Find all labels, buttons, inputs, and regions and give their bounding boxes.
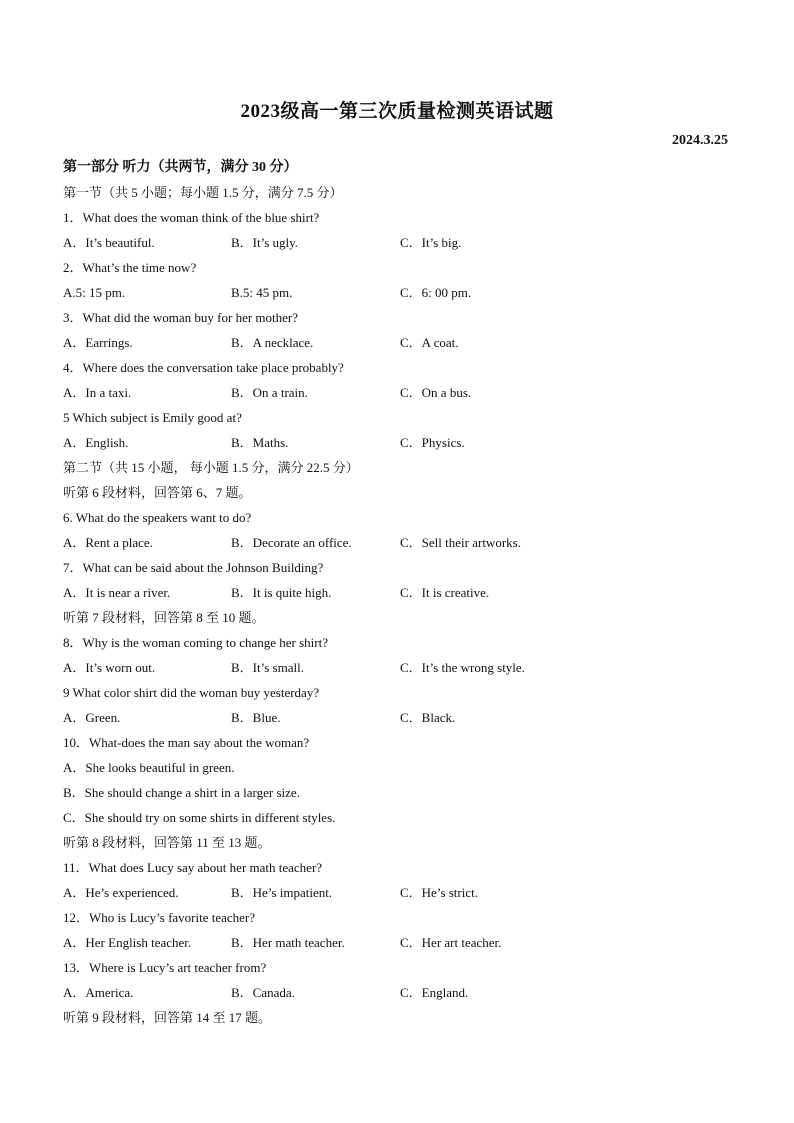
answer-option: C．Sell their artworks. [400,535,521,550]
answer-option: B．He’s impatient. [231,885,333,900]
answer-option: A．It’s worn out. [63,660,156,675]
text-line: 听第 8 段材料，回答第 11 至 13 题。 [63,835,271,850]
answer-options-row [63,880,743,905]
exam-date: 2024.3.25 [672,133,728,148]
question-list [63,155,743,1030]
answer-option: C．It’s big. [400,235,462,250]
answer-options-row [63,230,743,255]
text-line: 听第 6 段材料，回答第 6、7 题。 [63,485,252,500]
answer-option: C．England. [400,985,469,1000]
text-line: B．She should change a shirt in a larger size. [63,785,300,800]
text-line: 听第 9 段材料，回答第 14 至 17 题。 [63,1010,272,1025]
text-line: 6. What do the speakers want to do? [63,510,252,525]
answer-option: B．Maths. [231,435,289,450]
answer-option: A．He’s experienced. [63,885,179,900]
answer-option: B．Canada. [231,985,295,1000]
answer-options-row [63,430,743,455]
answer-option: A．It’s beautiful. [63,235,155,250]
answer-option: A．It is near a river. [63,585,171,600]
answer-option: B．It’s small. [231,660,304,675]
answer-option: B．It’s ugly. [231,235,299,250]
page-title: 2023级高一第三次质量检测英语试题 [240,101,554,122]
text-line: 第一节（共 5 小题；每小题 1.5 分，满分 7.5 分） [63,185,343,200]
text-line: 10．What-does the man say about the woman? [63,735,310,750]
answer-option: A．In a taxi. [63,385,132,400]
text-line: 12．Who is Lucy’s favorite teacher? [63,910,256,925]
text-line: C．She should try on some shirts in different styles. [63,810,336,825]
text-line: 1．What does the woman think of the blue shirt? [63,210,320,225]
answer-option: B．On a train. [231,385,308,400]
answer-option: B.5: 45 pm. [231,285,293,300]
answer-option: C．A coat. [400,335,459,350]
answer-options-row [63,330,743,355]
answer-option: B．Her math teacher. [231,935,345,950]
answer-option: C．It is creative. [400,585,490,600]
text-line: 2．What’s the time now? [63,260,197,275]
text-line: A．She looks beautiful in green. [63,760,235,775]
text-line: 11．What does Lucy say about her math teacher? [63,860,323,875]
answer-options-row [63,705,743,730]
answer-option: B．Decorate an office. [231,535,352,550]
answer-option: A．Earrings. [63,335,133,350]
text-line: 4．Where does the conversation take place probably? [63,360,344,375]
answer-option: B．It is quite high. [231,585,332,600]
text-line: 8．Why is the woman coming to change her shirt? [63,635,328,650]
answer-options-row [63,580,743,605]
text-line: 13．Where is Lucy’s art teacher from? [63,960,267,975]
answer-option: C．It’s the wrong style. [400,660,525,675]
answer-option: B．Blue. [231,710,281,725]
answer-options-row [63,930,743,955]
answer-option: A.5: 15 pm. [63,285,126,300]
section-heading: 第一部分 听力（共两节，满分 30 分） [63,160,298,175]
answer-option: C．Black. [400,710,456,725]
answer-options-row [63,655,743,680]
answer-option: A．Rent a place. [63,535,153,550]
answer-options-row [63,280,743,305]
text-line: 7．What can be said about the Johnson Building? [63,560,324,575]
answer-option: C．He’s strict. [400,885,478,900]
answer-options-row [63,380,743,405]
answer-option: A．Her English teacher. [63,935,192,950]
answer-option: A．English. [63,435,129,450]
answer-option: C．6: 00 pm. [400,285,472,300]
text-line: 3．What did the woman buy for her mother? [63,310,299,325]
answer-option: B．A necklace. [231,335,314,350]
answer-option: C．Her art teacher. [400,935,502,950]
answer-option: A．America. [63,985,134,1000]
text-line: 5 Which subject is Emily good at? [63,410,242,425]
answer-option: A．Green. [63,710,121,725]
answer-option: C．Physics. [400,435,465,450]
text-line: 第二节（共 15 小题， 每小题 1.5 分，满分 22.5 分） [63,460,359,475]
text-line: 听第 7 段材料，回答第 8 至 10 题。 [63,610,265,625]
answer-options-row [63,530,743,555]
answer-options-row [63,980,743,1005]
answer-option: C．On a bus. [400,385,472,400]
text-line: 9 What color shirt did the woman buy yesterday? [63,685,320,700]
